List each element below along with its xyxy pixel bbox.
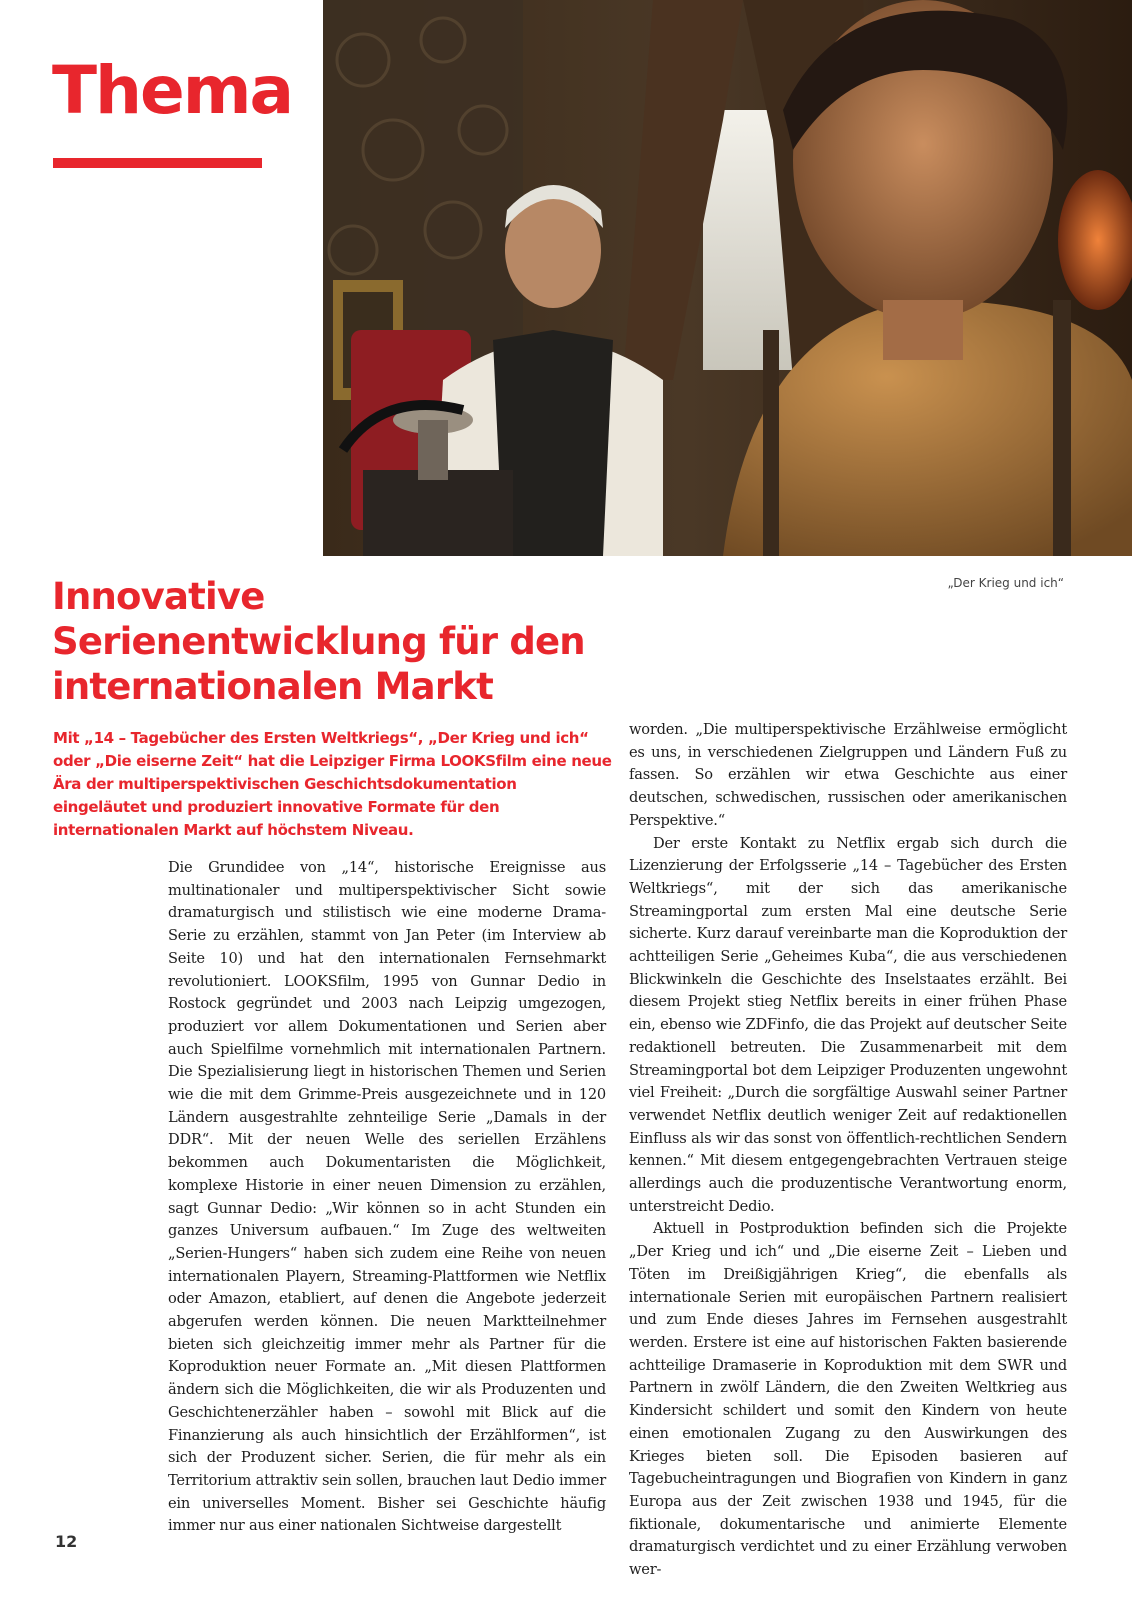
article-lead: Mit „14 – Tagebücher des Ersten Weltkriegs“, „Der Krieg und ich“ oder „Die eiserne Zeit“ hat die Leipziger Firma LOOKSfilm eine neue Ära der multiperspektivischen Geschichtsdokumentation eingeläutet und produziert innovative Formate für den internationalen Markt auf höchstem Niveau. bbox=[53, 729, 612, 839]
body-column-right bbox=[629, 719, 1067, 1582]
page-number: 12 bbox=[55, 1532, 78, 1551]
film-still-illustration bbox=[323, 0, 1132, 556]
section-label: Thema bbox=[52, 52, 293, 129]
body-paragraph: Aktuell in Postproduktion befinden sich die Projekte „Der Krieg und ich“ und „Die eiserne Zeit – Lieben und Töten im Dreißigjährigen Krieg“, die ebenfalls als internationale Serien mit europäischen Partnern realisiert und zum Ende dieses Jahres im Fernsehen ausgestrahlt werden. Erstere ist eine auf historischen Fakten basierende achtteilige Dramaserie in Koproduktion mit dem SWR und Partnern in zwölf Ländern, die den Zweiten Weltkrieg aus Kindersicht schildert und somit den Kindern von heute einen emotionalen Zugang zu den Auswirkungen des Krieges bieten soll. Die Episoden basieren auf Tagebucheintragungen und Biografien von Kindern in ganz Europa aus der Zeit zwischen 1938 und 1945, für die fiktionale, dokumentarische und animierte Elemente dramaturgisch verdichtet und zu einer Erzählung verwoben wer- bbox=[629, 1220, 1067, 1579]
photo-caption: „Der Krieg und ich“ bbox=[947, 576, 1064, 590]
body-paragraph: Die Grundidee von „14“, historische Ereignisse aus multinationaler und multiperspektivischer Sicht sowie dramaturgisch und stilistisch wie eine moderne Drama-Serie zu erzählen, stammt von Jan Peter (im Interview ab Seite 10) und hat den internationalen Fernsehmarkt revolutioniert. LOOKSfilm, 1995 von Gunnar Dedio in Rostock gegründet und 2003 nach Leipzig umgezogen, produziert vor allem Dokumentationen und Serien aber auch Spielfilme vornehmlich mit internationalen Partnern. Die Spezialisierung liegt in historischen Themen und Serien wie die mit dem Grimme-Preis ausgezeichnete und in 120 Ländern ausgestrahlte zehnteilige Serie „Damals in der DDR“. Mit der neuen Welle des seriellen Erzählens bekommen auch Dokumentaristen die Möglichkeit, komplexe Historie in einer neuen Dimension zu erzählen, sagt Gunnar Dedio: „Wir können so in acht Stunden ein ganzes Universum aufbauen.“ Im Zuge des weltweiten „Serien-Hungers“ haben sich zudem eine Reihe von neuen internationalen Playern, Streaming-Plattformen wie Netflix oder Amazon, etabliert, auf denen die Angebote jederzeit abgerufen werden können. Die neuen Marktteilnehmer bieten sich gleichzeitig immer mehr als Partner für die Koproduktion neuer Formate an. „Mit diesen Plattformen ändern sich die Möglichkeiten, die wir als Produzenten und Geschichtenerzähler haben – sowohl mit Blick auf die Finanzierung als auch hinsichtlich der Erzählformen“, ist sich der Produzent sicher. Serien, die für mehr als ein Territorium attraktiv sein sollen, brauchen laut Dedio immer ein universelles Moment. Bisher sei Geschichte häufig immer nur aus einer nationalen Sichtweise dargestellt bbox=[168, 859, 606, 1535]
body-paragraph: Der erste Kontakt zu Netflix ergab sich durch die Lizenzierung der Erfolgsserie „14 – Tagebücher des Ersten Weltkriegs“, mit der sich das amerikanische Streamingportal zum ersten Mal eine deutsche Serie sicherte. Kurz darauf vereinbarte man die Koproduktion der achtteiligen Serie „Geheimes Kuba“, die aus verschiedenen Blickwinkeln die Geschichte des Inselstaates erzählt. Bei diesem Projekt stieg Netflix bereits in einer frühen Phase ein, ebenso wie ZDFinfo, die das Projekt auf deutscher Seite redaktionell betreuten. Die Zusammenarbeit mit dem Streamingportal bot dem Leipziger Produzenten ungewohnt viel Freiheit: „Durch die sorgfältige Auswahl seiner Partner verwendet Netflix deutlich weniger Zeit auf redaktionellen Einfluss als wir das sonst von öffentlich-rechtlichen Sendern kennen.“ Mit diesem entgegengebrachten Vertrauen steige allerdings auch die produzentische Verantwortung enorm, unterstreicht Dedio. bbox=[629, 834, 1067, 1215]
body-column-left bbox=[168, 857, 606, 1538]
hero-photo bbox=[323, 0, 1132, 556]
section-rule bbox=[53, 158, 262, 168]
body-paragraph: worden. „Die multiperspektivische Erzählweise ermöglicht es uns, in verschiedenen Zielgruppen und Ländern Fuß zu fassen. So erzählen wir etwa Geschichte aus einer deutschen, schwedischen, russischen oder amerikanischen Perspektive.“ bbox=[629, 721, 1067, 829]
article-headline: Innovative Serienentwicklung für den internationalen Markt bbox=[52, 575, 585, 708]
